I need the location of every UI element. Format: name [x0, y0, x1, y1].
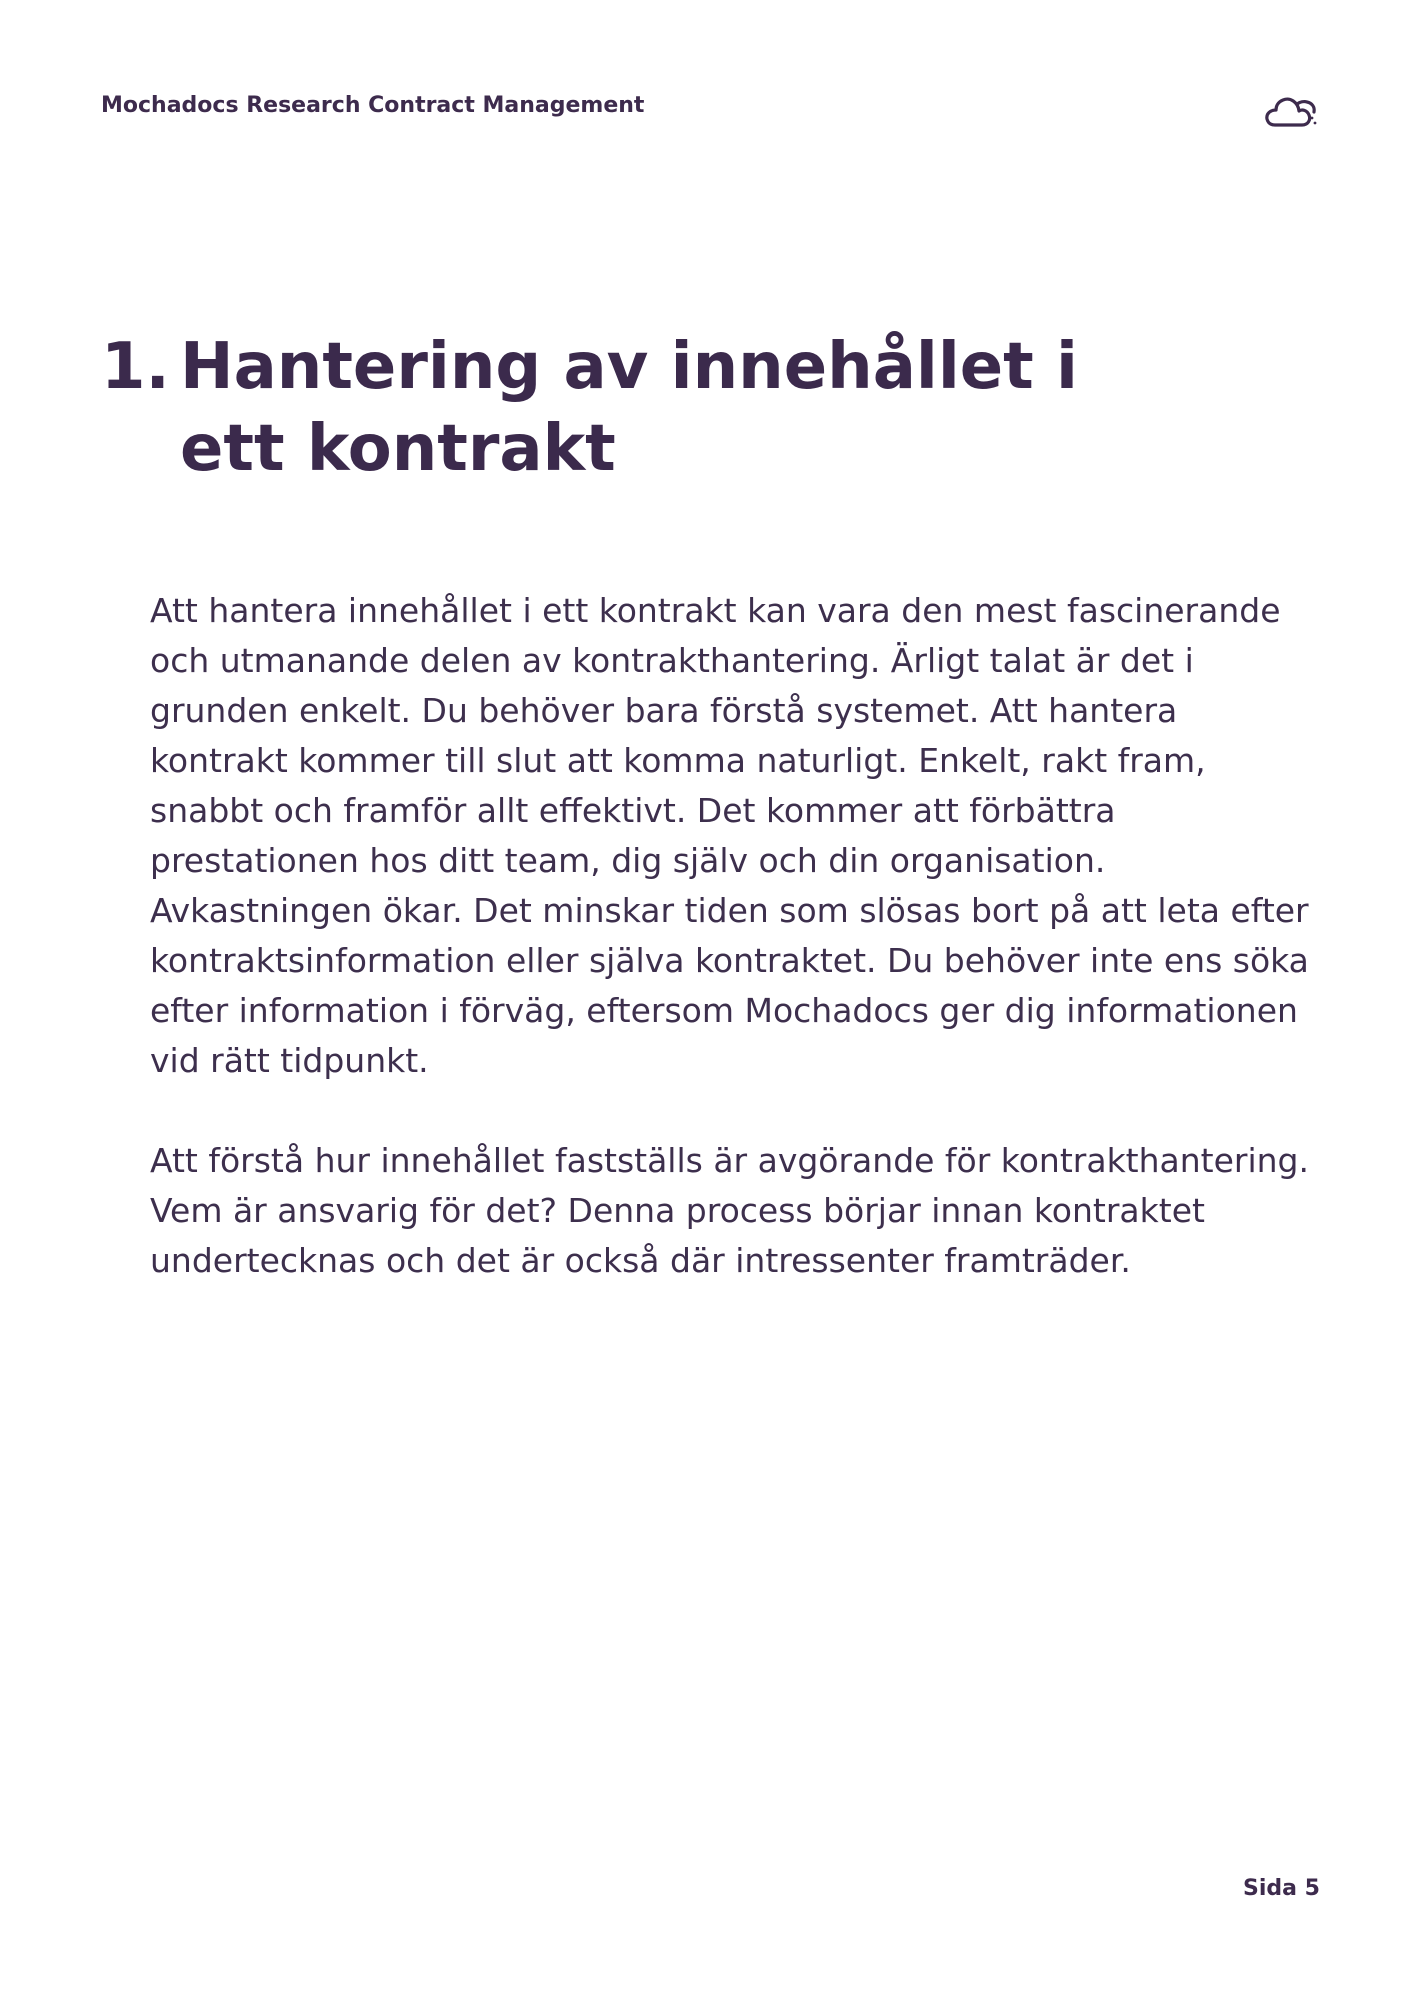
document-header-title: Mochadocs Research Contract Management — [101, 93, 645, 118]
cloud-icon — [1262, 92, 1320, 130]
page-number: Sida 5 — [1243, 1876, 1320, 1901]
section-title: Hantering av innehållet i ett kontrakt — [180, 330, 1078, 486]
section-number: 1. — [101, 330, 170, 404]
body-text — [150, 586, 1320, 1336]
paragraph-2: Att förstå hur innehållet fastställs är avgörande för kontrakthantering. Vem är ansvarig för det? Denna process börjar innan kontraktet undertecknas och det är också där intressenter framträder. — [150, 1141, 1309, 1280]
paragraph-1: Att hantera innehållet i ett kontrakt kan vara den mest fascinerande och utmanande delen av kontrakthantering. Ärligt talat är det i grunden enkelt. Du behöver bara förstå systemet. Att hantera kontrakt kommer till slut att komma naturligt. Enkelt, rakt fram, snabbt och framför allt effektivt. Det kommer att förbättra prestationen hos ditt team, dig själv och din organisation. Avkastningen ökar. Det minskar tiden som slösas bort på att leta efter kontraktsinformation eller själva kontraktet. Du behöver inte ens söka efter information i förväg, eftersom Mochadocs ger dig informationen vid rätt tidpunkt. — [150, 591, 1309, 1080]
